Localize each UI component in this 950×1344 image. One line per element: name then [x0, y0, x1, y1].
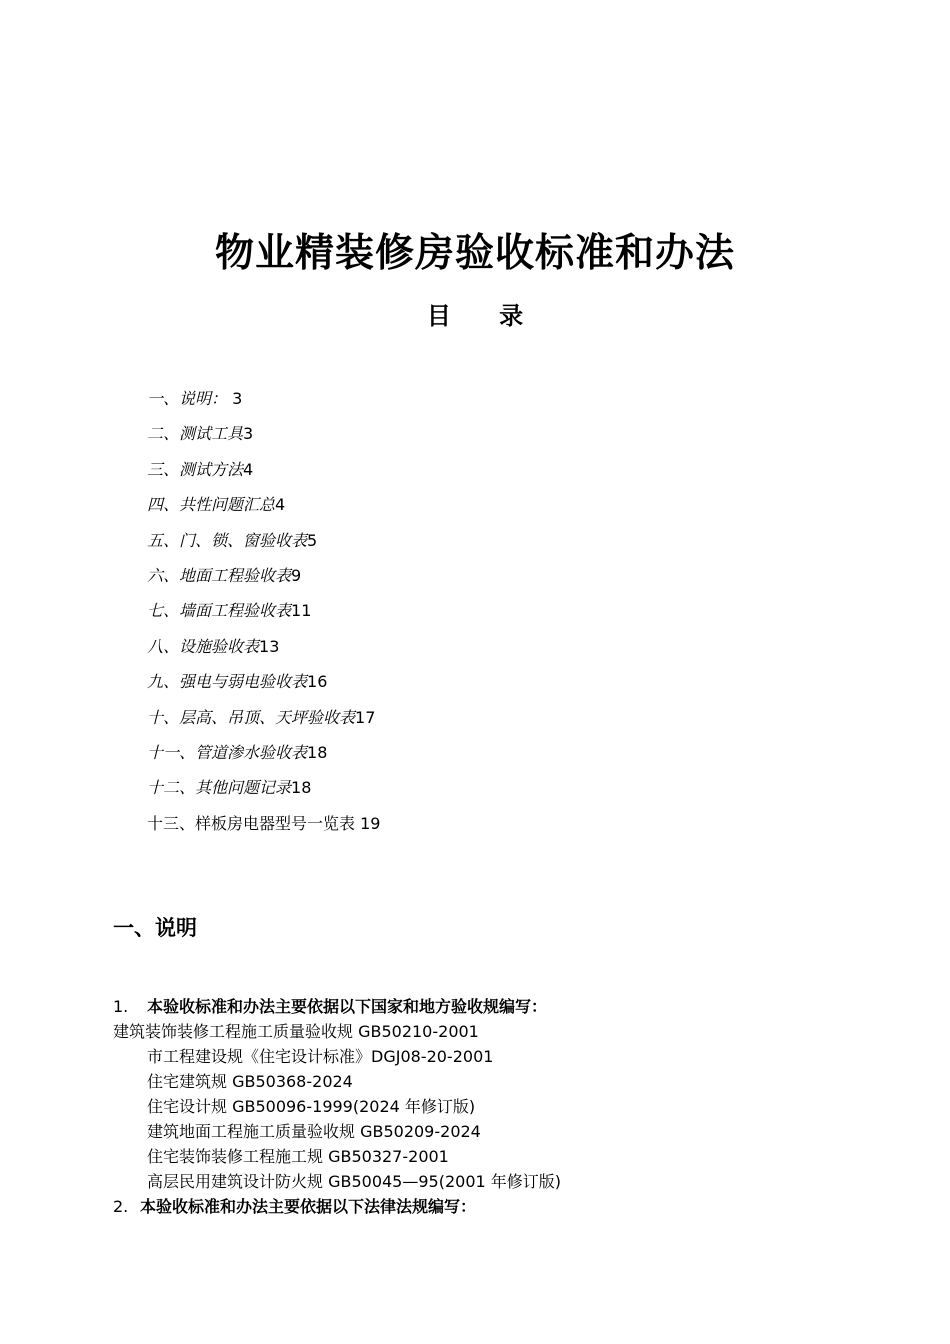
toc-item-label: 九、强电与弱电验收表	[147, 672, 308, 692]
toc-item[interactable]	[147, 386, 747, 421]
toc-item-page: 19	[360, 813, 381, 833]
toc-heading: 目 录	[426, 302, 544, 330]
toc-item[interactable]	[147, 457, 747, 492]
list-item	[113, 994, 873, 1019]
standard-line: 市工程建设规《住宅设计标准》DGJ08-20-2001	[147, 1047, 494, 1066]
toc-item-label: 八、设施验收表	[147, 636, 260, 656]
toc-item-page: 5	[307, 530, 318, 550]
toc-item-page: 4	[243, 459, 254, 479]
toc-item[interactable]	[147, 811, 747, 846]
toc-item[interactable]	[147, 528, 747, 563]
toc-item-label: 四、共性问题汇总	[147, 495, 276, 515]
toc-item-page: 9	[291, 565, 302, 585]
toc-item-page: 16	[307, 672, 328, 692]
item-text: 本验收标准和办法主要依据以下国家和地方验收规编写：	[147, 997, 548, 1016]
toc-item-label: 三、测试方法	[147, 459, 244, 479]
standard-line: 建筑地面工程施工质量验收规 GB50209-2024	[147, 1122, 481, 1141]
section-heading: 一、说明	[113, 916, 197, 940]
toc-item-page: 4	[275, 495, 286, 515]
toc-item-label: 七、墙面工程验收表	[147, 601, 292, 621]
list-item	[113, 1194, 873, 1219]
item-text: 本验收标准和办法主要依据以下法律法规编写：	[140, 1197, 477, 1216]
section-body	[113, 994, 873, 1219]
toc-item[interactable]	[147, 492, 747, 527]
toc-item-page: 17	[355, 707, 376, 727]
table-of-contents	[147, 386, 747, 846]
toc-item[interactable]	[147, 705, 747, 740]
toc-item[interactable]	[147, 669, 747, 704]
toc-item-label: 十一、管道渗水验收表	[147, 742, 308, 762]
toc-item[interactable]	[147, 634, 747, 669]
toc-item-label: 一、说明：	[147, 389, 228, 408]
toc-item-page: 18	[307, 742, 328, 762]
standard-line: 住宅装饰装修工程施工规 GB50327-2001	[147, 1147, 449, 1166]
toc-item-label: 二、测试工具	[147, 424, 244, 444]
toc-item[interactable]	[147, 740, 747, 775]
toc-item[interactable]	[147, 421, 747, 456]
toc-item-page: 3	[232, 389, 243, 408]
toc-item-page: 11	[291, 601, 312, 621]
toc-item-label: 五、门、锁、窗验收表	[147, 530, 308, 550]
standard-line: 住宅设计规 GB50096-1999(2024 年修订版)	[147, 1097, 476, 1116]
item-number: 2.	[113, 1197, 129, 1216]
toc-item-label: 六、地面工程验收表	[147, 565, 292, 585]
document-title: 物业精装修房验收标准和办法	[214, 231, 735, 276]
standard-line: 住宅建筑规 GB50368-2024	[147, 1072, 353, 1091]
standard-line: 高层民用建筑设计防火规 GB50045—95(2001 年修订版)	[147, 1172, 562, 1191]
toc-item-page: 3	[243, 424, 254, 444]
toc-item-label: 十二、其他问题记录	[147, 778, 292, 798]
toc-item-page: 18	[291, 778, 312, 798]
item-number: 1.	[113, 997, 129, 1016]
toc-item-page: 13	[259, 636, 280, 656]
toc-item[interactable]	[147, 775, 747, 810]
toc-item-label: 十三、样板房电器型号一览表	[147, 813, 356, 833]
toc-item[interactable]	[147, 563, 747, 598]
toc-item-label: 十、层高、吊顶、天坪验收表	[147, 707, 356, 727]
standard-line: 建筑装饰装修工程施工质量验收规 GB50210-2001	[113, 1022, 479, 1041]
toc-item[interactable]	[147, 598, 747, 633]
